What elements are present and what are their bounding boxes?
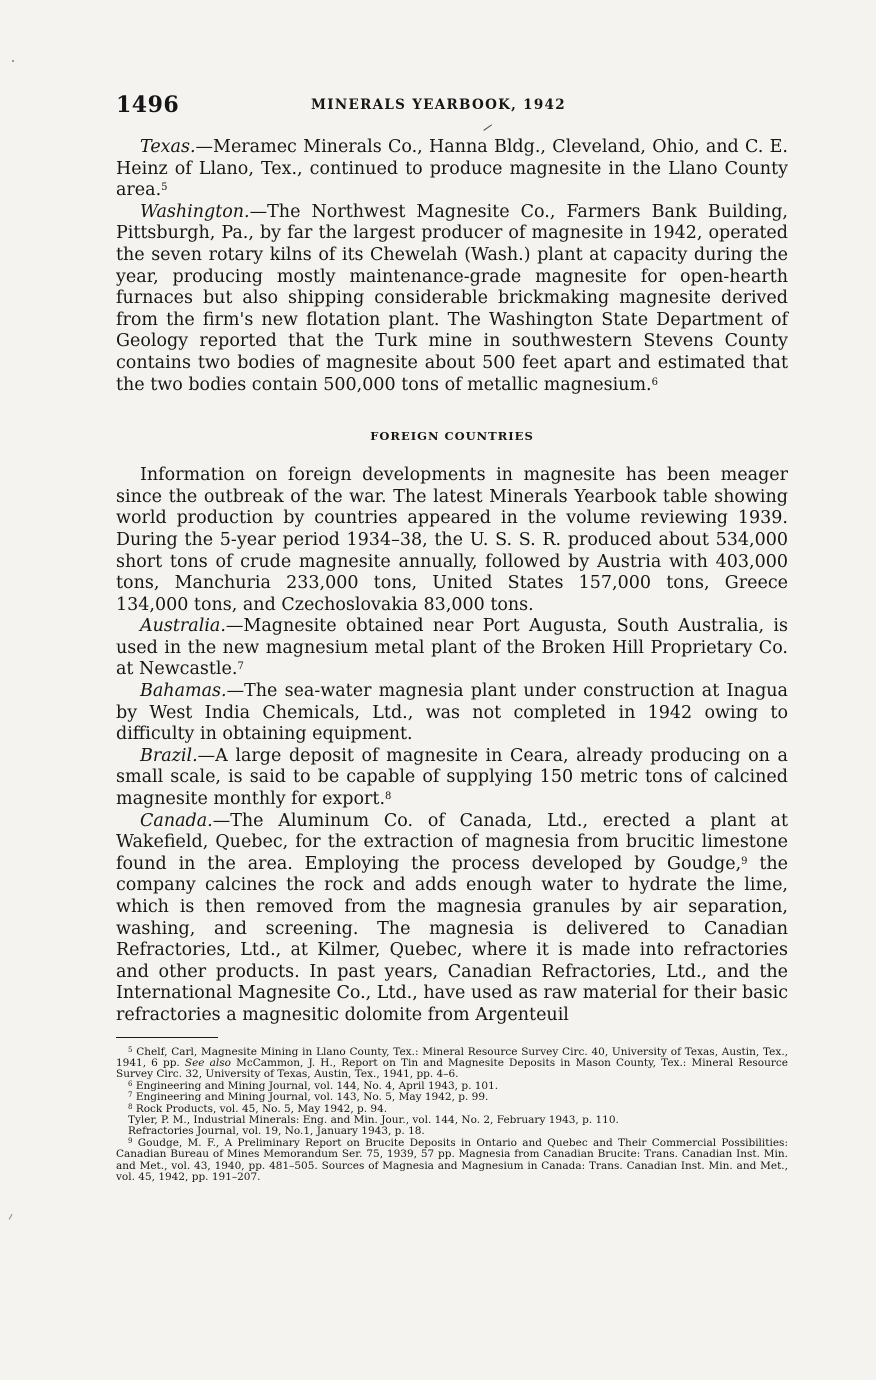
scan-speck — [9, 1214, 14, 1220]
footnote-number: 9 — [128, 1136, 133, 1145]
footnote-text: Engineering and Mining Journal, vol. 143, No. 5, May 1942, p. 99. — [135, 1091, 489, 1104]
paragraph-canada — [116, 811, 788, 1027]
body-canada-continued: the company calcines the rock and adds enough water to hydrate the lime, which is then removed from the magnesia granules by air separation, washing, and screening. The magnesia is delivered to Canadian Refractories, Ltd., at Kilmer, Quebec, where it is made into refractories and other products. In past years, Canadian Refractories, Ltd., and the International Magnesite Co., Ltd., have used as raw material for their basic refractories a magnesitic dolomite from Argenteuil — [116, 853, 788, 1025]
body-brazil: —A large deposit of magnesite in Ceara, already producing on a small scale, is said to be capable of supplying 150 metric tons of calcined magnesite monthly for export. — [116, 745, 788, 810]
footnote-ref-5: 5 — [161, 182, 168, 194]
footnote-number: 7 — [128, 1091, 133, 1100]
footnote-text: Chelf, Carl, Magnesite Mining in Llano County, Tex.: Mineral Resource Survey Circ. 40, University of Texas, Austin, Tex., 1941, 6 pp. — [116, 1045, 788, 1069]
footnotes — [116, 1047, 788, 1184]
lead-brazil: Brazil. — [140, 745, 198, 766]
lead-canada: Canada. — [140, 810, 213, 831]
paragraph-foreign-intro — [116, 465, 788, 616]
page-number: 1496 — [116, 92, 180, 118]
body-canada: —The Aluminum Co. of Canada, Ltd., erected a plant at Wakefield, Quebec, for the extraction of magnesia from brucitic limestone found in the area. Employing the process developed by Goudge, — [116, 810, 788, 874]
footnote-8-line-2: Tyler, P. M., Industrial Minerals: Eng. and Min. Jour., vol. 144, No. 2, February 1943, p. 110. — [128, 1114, 619, 1126]
paragraph-bahamas — [116, 681, 788, 746]
document-page — [116, 92, 788, 1183]
paragraph-texas — [116, 137, 788, 202]
body-texas: —Meramec Minerals Co., Hanna Bldg., Cleveland, Ohio, and C. E. Heinz of Llano, Tex., continued to produce magnesite in the Llano County area. — [116, 137, 788, 201]
page-header — [116, 92, 788, 122]
footnote-number: 6 — [128, 1079, 133, 1088]
paragraph-washington — [116, 202, 788, 396]
footnote-ref-8: 8 — [385, 791, 392, 803]
body-foreign-intro: Information on foreign developments in magnesite has been meager since the outbreak of the war. The latest Minerals Yearbook table showing world production by countries appeared in the volume reviewing 1939. During the 5-year period 1934–38, the U. S. S. R. produced about 534,000 short tons of crude magnesite annually, followed by Austria with 403,000 tons, Manchuria 233,000 tons, United States 157,000 tons, Greece 134,000 tons, and Czechoslovakia 83,000 tons. — [116, 465, 788, 615]
footnote-8-line-3: Refractories Journal, vol. 19, No.1, January 1943, p. 18. — [128, 1125, 425, 1138]
footnote-9 — [116, 1138, 788, 1184]
footnote-number: 5 — [128, 1045, 133, 1054]
running-title: MINERALS YEARBOOK, 1942 — [311, 97, 566, 113]
footnote-text-continued: McCammon, J. H., Report on Tin and Magnesite Deposits in Mason County, Tex.: Mineral Resource Survey Circ. 32, University of Texas, Austin, Tex., 1941, pp. 4–6. — [116, 1056, 788, 1081]
footnote-text: Rock Products, vol. 45, No. 5, May 1942, p. 94. — [135, 1102, 388, 1115]
footnote-text: Engineering and Mining Journal, vol. 144, No. 4, April 1943, p. 101. — [135, 1079, 499, 1092]
lead-washington: Washington. — [140, 201, 250, 222]
paragraph-brazil — [116, 746, 788, 811]
paragraph-australia — [116, 616, 788, 681]
footnote-ref-6: 6 — [651, 376, 658, 388]
lead-bahamas: Bahamas. — [140, 681, 227, 702]
footnote-text: Goudge, M. F., A Preliminary Report on Brucite Deposits in Ontario and Quebec and Their Commercial Possibilities: Canadian Bureau of Mines Memorandum Ser. 75, 1939, 57 pp. Magnesia from Canadian Brucite: Trans. Canadian Inst. Min. and Met., vol. 43, 1940, pp. 481–505. Sources of Magnesia and Magnesium in Canada: Trans. Canadian Inst. Min. and Met., vol. 45, 1942, pp. 191–207. — [116, 1136, 788, 1184]
body-washington: —The Northwest Magnesite Co., Farmers Bank Building, Pittsburgh, Pa., by far the largest producer of magnesite in 1942, operated the seven rotary kilns of its Chewelah (Wash.) plant at capacity during the year, producing mostly maintenance-grade magnesite for open-hearth furnaces but also shipping considerable brickmaking magnesite derived from the firm's new flotation plant. The Washington State Department of Geology reported that the Turk mine in southwestern Stevens County contains two bodies of magnesite about 500 feet apart and estimated that the two bodies contain 500,000 tons of metallic magnesium. — [116, 201, 788, 395]
section-heading-foreign-countries: FOREIGN COUNTRIES — [370, 429, 534, 444]
footnote-number: 8 — [128, 1102, 133, 1111]
footnote-rule — [116, 1037, 218, 1038]
body-bahamas: —The sea-water magnesia plant under construction at Inagua by West India Chemicals, Ltd., was not completed in 1942 owing to difficulty in obtaining equipment. — [116, 681, 788, 745]
scan-speck — [12, 60, 14, 62]
footnote-ref-7: 7 — [237, 661, 244, 673]
lead-australia: Australia. — [140, 616, 226, 637]
footnote-see-also: See also — [184, 1056, 231, 1069]
footnote-5 — [116, 1047, 788, 1081]
body-australia: —Magnesite obtained near Port Augusta, South Australia, is used in the new magnesium metal plant of the Broken Hill Proprietary Co. at Newcastle. — [116, 616, 788, 680]
footnote-ref-9: 9 — [741, 855, 748, 867]
lead-texas: Texas. — [140, 137, 196, 157]
